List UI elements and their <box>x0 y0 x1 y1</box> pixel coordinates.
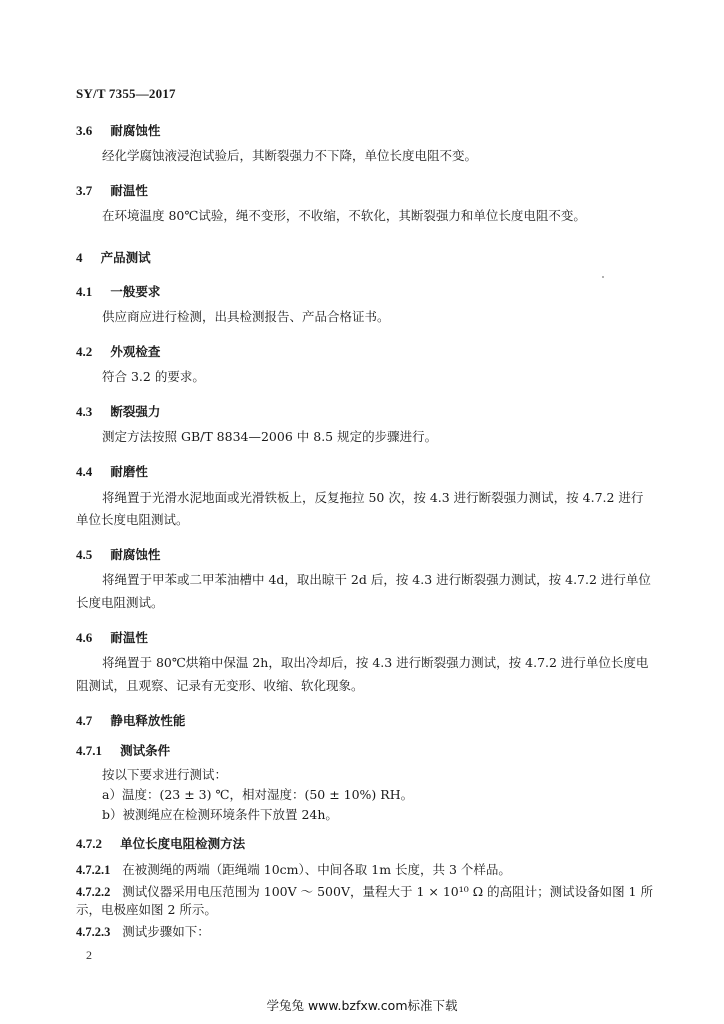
clause-number: 4.7.2.1 <box>76 863 111 877</box>
section-text-4-4-line1: 将绳置于光滑水泥地面或光滑铁板上，反复拖拉 50 次，按 4.3 进行断裂强力测试，按 4.7.2 进行 <box>102 490 644 505</box>
clause-text-line1: 测试仪器采用电压范围为 100V ～ 500V，量程大于 1 × 10¹⁰ Ω 的高阻计；测试设备如图 1 所 <box>122 884 653 899</box>
section-text-4-3: 测定方法按照 GB/T 8834—2006 中 8.5 规定的步骤进行。 <box>102 429 438 444</box>
chapter-heading-4 <box>76 248 151 266</box>
section-heading-4-7-1 <box>76 741 170 759</box>
section-text-4-2: 符合 3.2 的要求。 <box>102 369 205 384</box>
section-number: 4.1 <box>76 284 93 299</box>
page-number: 2 <box>86 948 92 962</box>
section-number: 4.5 <box>76 547 93 562</box>
standard-code: SY/T 7355—2017 <box>76 86 176 101</box>
section-title: 一般要求 <box>110 284 161 299</box>
section-number: 4.6 <box>76 630 93 645</box>
list-item-a: a）温度：(23 ± 3) ℃，相对湿度：(50 ± 10%) RH。 <box>102 787 414 802</box>
clause-number: 4.7.2.2 <box>76 885 111 899</box>
section-number: 3.6 <box>76 123 93 138</box>
section-title: 耐腐蚀性 <box>110 547 161 562</box>
clause-text: 测试步骤如下： <box>122 924 210 939</box>
section-title: 单位长度电阻检测方法 <box>120 836 246 851</box>
section-heading-4-7 <box>76 711 185 729</box>
section-text-4-5-line2: 长度电阻测试。 <box>76 595 164 610</box>
section-text-3-6: 经化学腐蚀液浸泡试验后，其断裂强力不下降，单位长度电阻不变。 <box>102 148 478 163</box>
section-text-3-7: 在环境温度 80℃试验，绳不变形，不收缩，不软化，其断裂强力和单位长度电阻不变。 <box>102 208 586 223</box>
list-item-b: b）被测绳应在检测环境条件下放置 24h。 <box>102 807 338 822</box>
clause-number: 4.7.2.3 <box>76 925 111 939</box>
section-number: 4.3 <box>76 404 93 419</box>
section-heading-3-7 <box>76 181 148 199</box>
clause-4-7-2-2-line2: 示，电极座如图 2 所示。 <box>76 902 217 917</box>
section-number: 3.7 <box>76 183 93 198</box>
section-title: 静电释放性能 <box>110 713 186 728</box>
section-number: 4.7.2 <box>76 836 102 851</box>
section-title: 耐腐蚀性 <box>110 123 161 138</box>
footer-watermark[interactable]: 学兔兔 www.bzfxw.com标准下载 <box>266 998 458 1013</box>
section-title: 断裂强力 <box>110 404 161 419</box>
section-text-4-5-line1: 将绳置于甲苯或二甲苯油槽中 4d，取出晾干 2d 后，按 4.3 进行断裂强力测试，按 4.7.2 进行单位 <box>102 572 651 587</box>
section-title: 产品测试 <box>100 250 151 265</box>
section-heading-4-2 <box>76 342 160 360</box>
section-text-4-7-1-intro: 按以下要求进行测试： <box>102 767 228 782</box>
section-number: 4.7 <box>76 713 93 728</box>
section-text-4-1: 供应商应进行检测，出具检测报告、产品合格证书。 <box>102 309 390 324</box>
section-heading-3-6 <box>76 121 160 139</box>
clause-4-7-2-2 <box>76 882 653 900</box>
section-number: 4.4 <box>76 464 93 479</box>
section-heading-4-3 <box>76 402 160 420</box>
section-heading-4-6 <box>76 628 148 646</box>
section-heading-4-4 <box>76 462 148 480</box>
section-text-4-6-line1: 将绳置于 80℃烘箱中保温 2h，取出冷却后，按 4.3 进行断裂强力测试，按 4.7.2 进行单位长度电 <box>102 655 649 670</box>
section-text-4-4-line2: 单位长度电阻测试。 <box>76 512 189 527</box>
section-heading-4-7-2 <box>76 834 245 852</box>
section-heading-4-1 <box>76 282 160 300</box>
section-title: 耐温性 <box>110 183 148 198</box>
section-title: 耐磨性 <box>110 464 148 479</box>
section-heading-4-5 <box>76 545 160 563</box>
section-title: 测试条件 <box>120 743 171 758</box>
clause-4-7-2-3 <box>76 922 210 940</box>
section-number: 4.2 <box>76 344 93 359</box>
section-number: 4.7.1 <box>76 743 102 758</box>
section-number: 4 <box>76 250 83 265</box>
section-text-4-6-line2: 阻测试，且观察、记录有无变形、收缩、软化现象。 <box>76 678 364 693</box>
section-title: 外观检查 <box>110 344 161 359</box>
clause-text: 在被测绳的两端（距绳端 10cm）、中间各取 1m 长度，共 3 个样品。 <box>122 862 511 877</box>
clause-4-7-2-1 <box>76 860 511 878</box>
speck-mark <box>602 276 604 278</box>
section-title: 耐温性 <box>110 630 148 645</box>
